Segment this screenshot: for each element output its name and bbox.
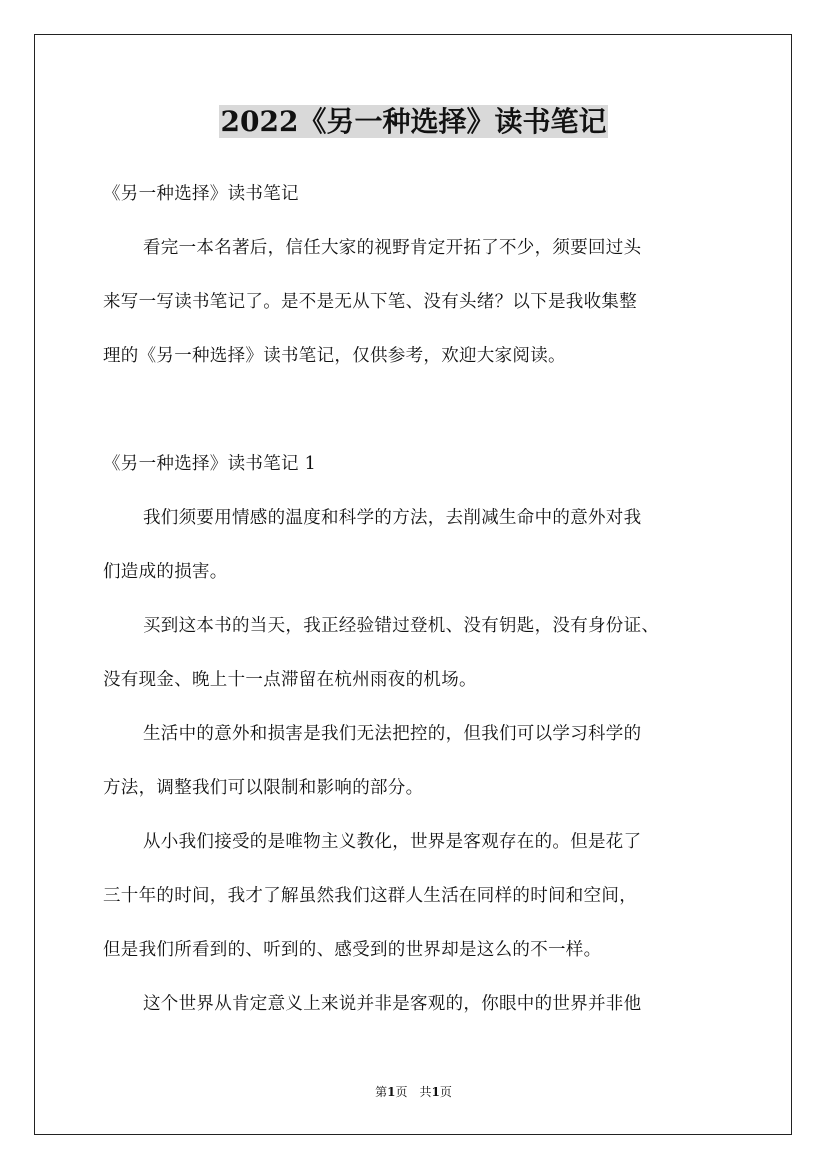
- paragraph-5-line-1: 这个世界从肯定意义上来说并非是客观的，你眼中的世界并非他: [143, 994, 642, 1014]
- paragraph-4-line-3: 但是我们所看到的、听到的、感受到的世界却是这么的不一样。: [103, 940, 602, 960]
- paragraph-2-line-1: 买到这本书的当天，我正经验错过登机、没有钥匙，没有身份证、: [143, 616, 660, 636]
- intro-line-3: 理的《另一种选择》读书笔记，仅供参考，欢迎大家阅读。: [103, 346, 566, 366]
- paragraph-4-line-1: 从小我们接受的是唯物主义教化，世界是客观存在的。但是花了: [143, 832, 642, 852]
- paragraph-2-line-2: 没有现金、晚上十一点滞留在杭州雨夜的机场。: [103, 670, 477, 690]
- paragraph-4-line-2: 三十年的时间，我才了解虽然我们这群人生活在同样的时间和空间，: [103, 886, 637, 906]
- paragraph-1-line-2: 们造成的损害。: [103, 562, 228, 582]
- footer-page-number: 1: [387, 1085, 396, 1099]
- footer-page-mid: 页 共: [395, 1085, 432, 1099]
- footer-page-suffix: 页: [439, 1085, 452, 1099]
- section-heading: 《另一种选择》读书笔记 1: [103, 454, 317, 474]
- intro-line-2: 来写一写读书笔记了。是不是无从下笔、没有头绪？以下是我收集整: [103, 292, 637, 312]
- footer-page-prefix: 第: [375, 1085, 388, 1099]
- document-title-text: 2022《另一种选择》读书笔记: [220, 105, 607, 138]
- document-title: [0, 100, 827, 144]
- footer-page-total: 1: [431, 1085, 440, 1099]
- page-footer: [0, 1083, 827, 1101]
- intro-line-1: 看完一本名著后，信任大家的视野肯定开拓了不少，须要回过头: [143, 238, 642, 258]
- paragraph-3-line-2: 方法，调整我们可以限制和影响的部分。: [103, 778, 424, 798]
- document-subtitle: 《另一种选择》读书笔记: [103, 184, 299, 204]
- paragraph-3-line-1: 生活中的意外和损害是我们无法把控的，但我们可以学习科学的: [143, 724, 642, 744]
- paragraph-1-line-1: 我们须要用情感的温度和科学的方法，去削减生命中的意外对我: [143, 508, 642, 528]
